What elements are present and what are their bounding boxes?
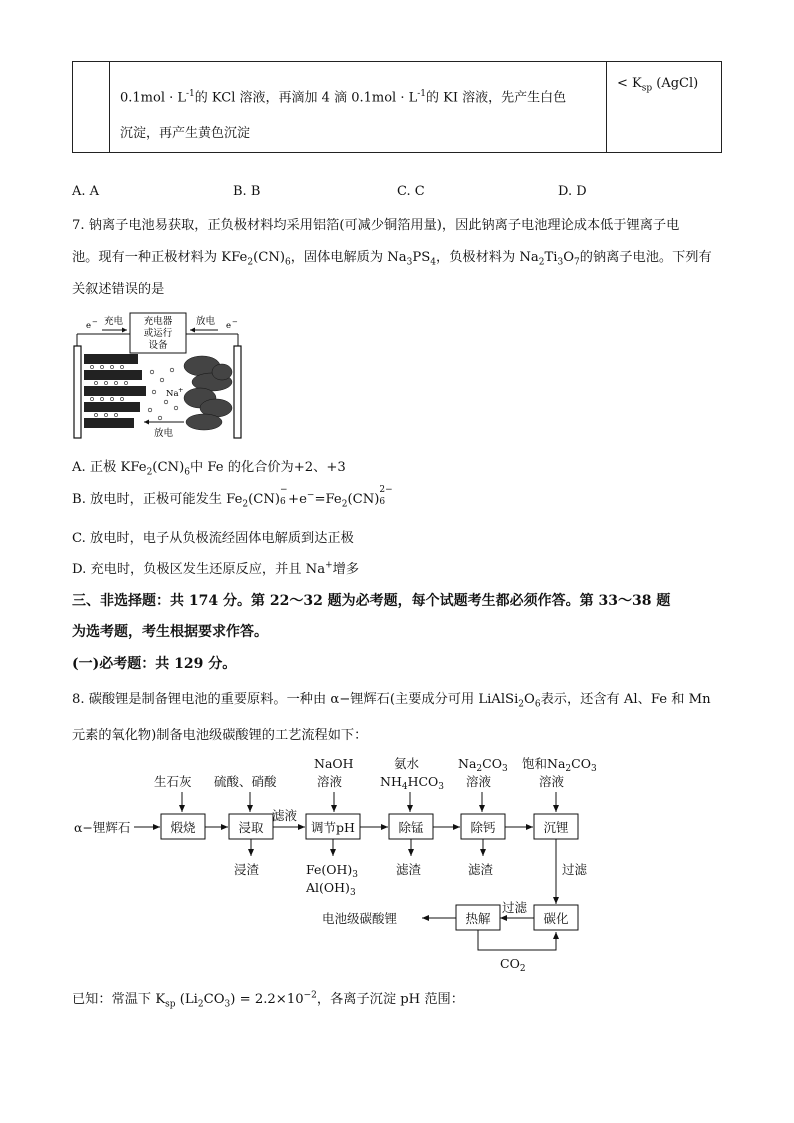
filter-label: 过滤 — [562, 862, 588, 877]
text: CO — [203, 992, 225, 1007]
subscript: sp — [165, 999, 176, 1010]
q7-stem-line3: 关叙述错误的是 — [72, 282, 165, 297]
text: Ti — [544, 250, 558, 265]
q7-option-a — [72, 456, 346, 478]
electron-charge: − — [232, 318, 238, 326]
text: O — [563, 250, 575, 265]
conclusion-text: < K — [617, 76, 642, 91]
text: (CN) — [253, 250, 285, 265]
q7-option-c: C. 放电时，电子从负极流经固体电解质到达正极 — [72, 531, 354, 546]
table-cell-conclusion — [607, 62, 722, 153]
box-label: 碳化 — [543, 911, 569, 926]
q7-stem-line2 — [72, 246, 712, 268]
superscript: 2− — [379, 485, 393, 495]
subscript: 3 — [224, 999, 231, 1010]
text: PS — [412, 250, 431, 265]
text: O — [524, 692, 535, 707]
electron-label: e — [226, 321, 232, 331]
option-d: D. D — [558, 184, 587, 199]
superscript: − — [280, 485, 288, 495]
option-c: C. C — [397, 184, 425, 199]
text: ，各离子沉淀 pH 范围： — [316, 992, 464, 1007]
subscript: 2 — [518, 699, 525, 710]
output-label: 滤渣 — [396, 862, 422, 877]
text: 8. 碳酸锂是制备锂电池的重要原料。一种由 α−锂辉石(主要成分可用 LiAlSi — [72, 692, 519, 707]
section3-heading-line2: 为选考题，考生根据要求作答。 — [72, 624, 268, 640]
subscript: 2 — [197, 999, 204, 1010]
q7-option-d — [72, 558, 359, 577]
text: (Li — [175, 992, 198, 1007]
text: ，负极材料为 Na — [436, 250, 539, 265]
box-label: 除钙 — [470, 820, 496, 835]
anode-layers — [84, 354, 146, 428]
subscript: 6 — [379, 497, 386, 507]
input-label: 硫酸、硝酸 — [214, 774, 277, 789]
box-label: 沉锂 — [543, 820, 569, 835]
section3-subheading: (一)必考题：共 129 分。 — [72, 656, 237, 672]
discharge-label: 放电 — [196, 316, 216, 327]
battery-diagram — [72, 310, 252, 440]
product-label: 电池级碳酸锂 — [322, 911, 398, 926]
device-label: 设备 — [148, 340, 168, 351]
superscript: −2 — [303, 990, 317, 1001]
process-flowchart — [66, 752, 626, 978]
text: (CN) — [152, 460, 185, 475]
subscript: 6 — [285, 257, 291, 268]
subscript: 2 — [538, 257, 545, 268]
discharge-bottom-label: 放电 — [154, 428, 174, 439]
option-a: A. A — [72, 184, 100, 199]
output-label: 浸渣 — [234, 862, 260, 877]
subscript: 2 — [242, 499, 249, 510]
subscript: 6 — [184, 467, 190, 478]
text: (CN) — [347, 492, 380, 507]
input-label: NaOH — [314, 756, 354, 771]
operation-text: 的 KI 溶液，先产生白色 — [426, 90, 567, 106]
subscript: 2 — [146, 467, 153, 478]
text: B. 放电时，正极可能发生 Fe — [72, 492, 243, 507]
section3-heading-line1: 三、非选择题：共 174 分。第 22～32 题为必考题，每个试题考生都必须作答。第 33～38 题 — [72, 593, 671, 609]
subscript: 6 — [534, 699, 541, 710]
superscript: + — [325, 560, 333, 571]
flow-start-label: α−锂辉石 — [74, 820, 131, 835]
subscript: sp — [641, 83, 653, 94]
table-cell-operation — [110, 62, 607, 153]
filter-label: 过滤 — [502, 900, 528, 915]
subscript: 4 — [430, 257, 437, 268]
box-label: 煅烧 — [170, 820, 196, 835]
table-row — [73, 62, 722, 153]
q8-known-line — [72, 988, 464, 1010]
text: 的钠离子电池。下列有 — [579, 250, 712, 265]
text: 表示，还含有 Al、Fe 和 Mn — [540, 692, 711, 707]
device-label: 充电器 — [143, 316, 173, 327]
electron-label: e — [86, 321, 92, 331]
input-label: 溶液 — [466, 774, 492, 789]
input-label: $Na_2CO_3$ — [458, 756, 508, 774]
text: =Fe — [314, 492, 342, 507]
text: +e — [288, 492, 307, 507]
device-label: 或运行 — [143, 328, 173, 339]
charge-label: 充电 — [104, 316, 124, 327]
operation-text: 沉淀，再产生黄色沉淀 — [120, 126, 251, 142]
q8-stem-line1 — [72, 688, 711, 710]
text: D. 充电时，负极区发生还原反应，并且 Na — [72, 562, 326, 577]
subscript: 2 — [247, 257, 254, 268]
text: ，固体电解质为 Na — [290, 250, 407, 265]
box-label: 调节pH — [311, 820, 355, 835]
operation-text: 的 KCl 溶液，再滴加 4 滴 0.1mol · L — [194, 90, 418, 106]
co2-recycle-line — [478, 930, 556, 950]
q7-option-b — [72, 485, 393, 510]
co2-label: $CO_2$ — [500, 956, 526, 974]
q7-stem-line1: 7. 钠离子电池易获取，正负极材料均采用铝箔(可减少铜箔用量)，因此钠离子电池理论成本低于锂离子电 — [72, 218, 680, 233]
subscript: 2 — [341, 499, 348, 510]
filtrate-label: 滤液 — [272, 808, 298, 823]
text: 池。现有一种正极材料为 KFe — [72, 250, 248, 265]
na-ion-charge: + — [178, 386, 184, 394]
output-label: $Fe(OH)_3$ — [306, 862, 359, 880]
output-label: $Al(OH)_3$ — [306, 880, 356, 898]
superscript: -1 — [186, 89, 195, 99]
subscript: 6 — [280, 497, 286, 507]
superscript: − — [306, 490, 315, 501]
input-label: 溶液 — [539, 774, 565, 789]
na-ion-label: Na — [166, 389, 179, 399]
box-label: 除锰 — [398, 820, 424, 835]
input-label: 溶液 — [317, 774, 343, 789]
left-electrode — [74, 346, 81, 438]
input-label: 生石灰 — [154, 774, 192, 789]
right-electrode — [234, 346, 241, 438]
text: (CN) — [248, 492, 281, 507]
cathode-particles — [184, 356, 232, 430]
output-label: 滤渣 — [468, 862, 494, 877]
box-label: 热解 — [465, 911, 491, 926]
text: A. 正极 KFe — [72, 460, 147, 475]
superscript: -1 — [417, 89, 426, 99]
electron-charge: − — [92, 318, 98, 326]
subscript: 3 — [557, 257, 564, 268]
text: 中 Fe 的化合价为+2、+3 — [189, 460, 346, 475]
input-label: $NH_4HCO_3$ — [380, 774, 445, 792]
input-label: 饱和$Na_2CO_3$ — [522, 756, 597, 774]
text: 增多 — [332, 562, 360, 577]
option-b: B. B — [233, 184, 261, 199]
subscript: 7 — [574, 257, 580, 268]
text: ) = 2.2×10 — [230, 992, 304, 1007]
q8-stem-line2: 元素的氧化物)制备电池级碳酸锂的工艺流程如下： — [72, 728, 368, 743]
text: 已知：常温下 K — [72, 992, 166, 1007]
operation-text: 0.1mol · L — [120, 90, 187, 106]
box-label: 浸取 — [238, 820, 264, 835]
subscript: 3 — [406, 257, 413, 268]
experiment-table — [72, 61, 722, 153]
conclusion-text: (AgCl) — [652, 76, 699, 91]
input-label: 氨水 — [394, 756, 420, 771]
table-cell-option — [73, 62, 110, 153]
